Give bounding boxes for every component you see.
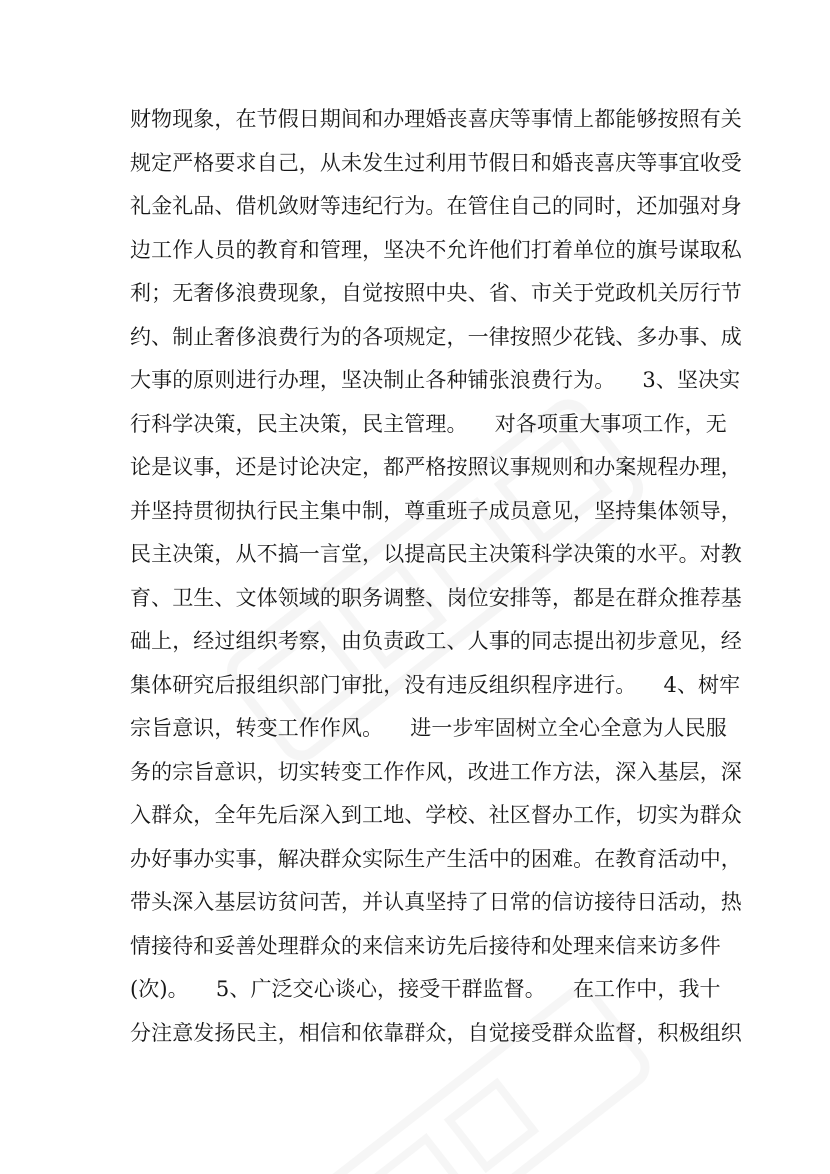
text-line-11: 民主决策，从不搞一言堂，以提高民主决策科学决策的水平。对教 bbox=[130, 542, 742, 566]
text-line-14: 集体研究后报组织部门审批，没有违反组织程序进行。 4、树牢 bbox=[130, 672, 741, 697]
text-line-6: 约、制止奢侈浪费行为的各项规定，一律按照少花钱、多办事、成 bbox=[130, 324, 742, 349]
text-line-5: 利；无奢侈浪费现象，自觉按照中央、省、市关于党政机关厉行节 bbox=[130, 281, 742, 305]
text-line-9: 论是议事，还是讨论决定，都严格按照议事规则和办案规程办理， bbox=[130, 455, 742, 479]
text-line-17: 入群众，全年先后深入到工地、学校、社区督办工作，切实为群众 bbox=[130, 803, 742, 827]
text-line-1: 财物现象，在节假日期间和办理婚丧喜庆等事情上都能够按照有关 bbox=[130, 107, 742, 131]
text-line-22: 分注意发扬民主，相信和依靠群众，自觉接受群众监督，积极组织 bbox=[130, 1020, 742, 1045]
text-line-21: (次)。 5、广泛交心谈心，接受干群监督。 在工作中，我十 bbox=[130, 977, 721, 1001]
text-line-3: 礼金礼品、借机敛财等违纪行为。在管住自己的同时，还加强对身 bbox=[130, 194, 742, 218]
text-line-19: 带头深入基层访贫问苦，并认真坚持了日常的信访接待日活动，热 bbox=[130, 890, 742, 914]
body-text bbox=[130, 98, 742, 1055]
text-line-4: 边工作人员的教育和管理，坚决不允许他们打着单位的旗号谋取私 bbox=[130, 237, 742, 262]
text-line-12: 育、卫生、文体领域的职务调整、岗位安排等，都是在群众推荐基 bbox=[130, 585, 742, 610]
text-line-20: 情接待和妥善处理群众的来信来访先后接待和处理来信来访多件 bbox=[130, 933, 721, 958]
text-line-10: 并坚持贯彻执行民主集中制，尊重班子成员意见，坚持集体领导， bbox=[130, 498, 742, 523]
text-line-7: 大事的原则进行办理，坚决制止各种铺张浪费行为。 3、坚决实 bbox=[130, 368, 741, 392]
text-line-16: 务的宗旨意识，切实转变工作作风，改进工作方法，深入基层，深 bbox=[130, 759, 742, 784]
text-line-15: 宗旨意识，转变工作作风。 进一步牢固树立全心全意为人民服 bbox=[130, 716, 727, 740]
text-line-18: 办好事办实事，解决群众实际生产生活中的困难。在教育活动中， bbox=[130, 846, 742, 871]
text-line-2: 规定严格要求自己，从未发生过利用节假日和婚丧喜庆等事宜收受 bbox=[130, 150, 742, 175]
text-line-13: 础上，经过组织考察，由负责政工、人事的同志提出初步意见，经 bbox=[130, 629, 742, 653]
text-line-8: 行科学决策，民主决策，民主管理。 对各项重大事项工作，无 bbox=[130, 411, 727, 436]
